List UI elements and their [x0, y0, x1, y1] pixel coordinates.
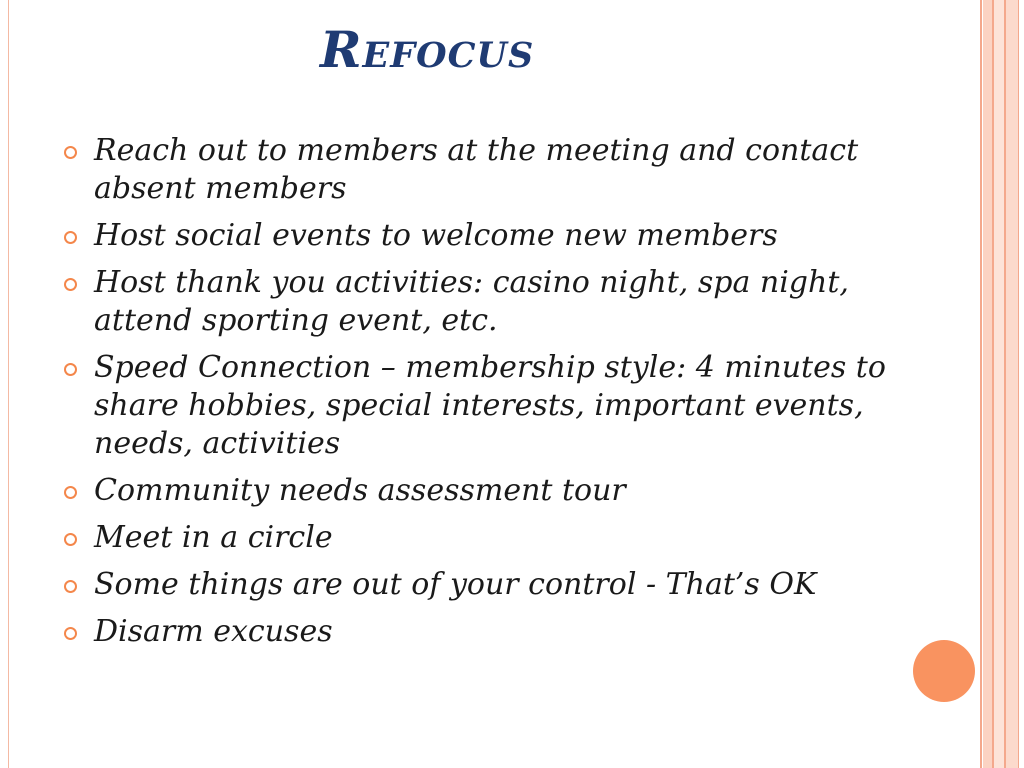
accent-circle	[913, 640, 975, 702]
right-stripe	[983, 0, 992, 768]
bullet-marker-icon	[64, 278, 77, 291]
bullet-text: Some things are out of your control - That’s OK	[94, 567, 817, 602]
bullet-item	[62, 613, 892, 651]
bullet-item	[62, 264, 892, 340]
right-stripe	[1018, 0, 1019, 768]
bullet-item	[62, 217, 892, 255]
bullet-item	[62, 519, 892, 557]
bullet-text: Reach out to members at the meeting and contact absent members	[94, 133, 859, 206]
bullet-item	[62, 566, 892, 604]
bullet-text: Meet in a circle	[94, 520, 333, 555]
bullet-text: Speed Connection – membership style: 4 minutes to share hobbies, special interests, important events, needs, activities	[94, 350, 886, 461]
bullet-marker-icon	[64, 533, 77, 546]
bullet-item	[62, 349, 892, 463]
bullet-text: Community needs assessment tour	[94, 473, 626, 508]
bullet-item	[62, 472, 892, 510]
bullet-marker-icon	[64, 231, 77, 244]
bullet-text: Host thank you activities: casino night, spa night, attend sporting event, etc.	[94, 265, 849, 338]
bullet-marker-icon	[64, 627, 77, 640]
right-stripe	[994, 0, 1004, 768]
slide-title: Refocus	[320, 20, 535, 79]
bullet-marker-icon	[64, 486, 77, 499]
left-border-line	[8, 0, 9, 768]
bullet-text: Host social events to welcome new members	[94, 218, 778, 253]
bullet-item	[62, 132, 892, 208]
right-stripe	[1006, 0, 1018, 768]
bullet-marker-icon	[64, 363, 77, 376]
bullet-marker-icon	[64, 580, 77, 593]
bullet-marker-icon	[64, 146, 77, 159]
right-stripe	[980, 0, 982, 768]
bullet-list	[62, 132, 892, 660]
bullet-text: Disarm excuses	[94, 614, 333, 649]
